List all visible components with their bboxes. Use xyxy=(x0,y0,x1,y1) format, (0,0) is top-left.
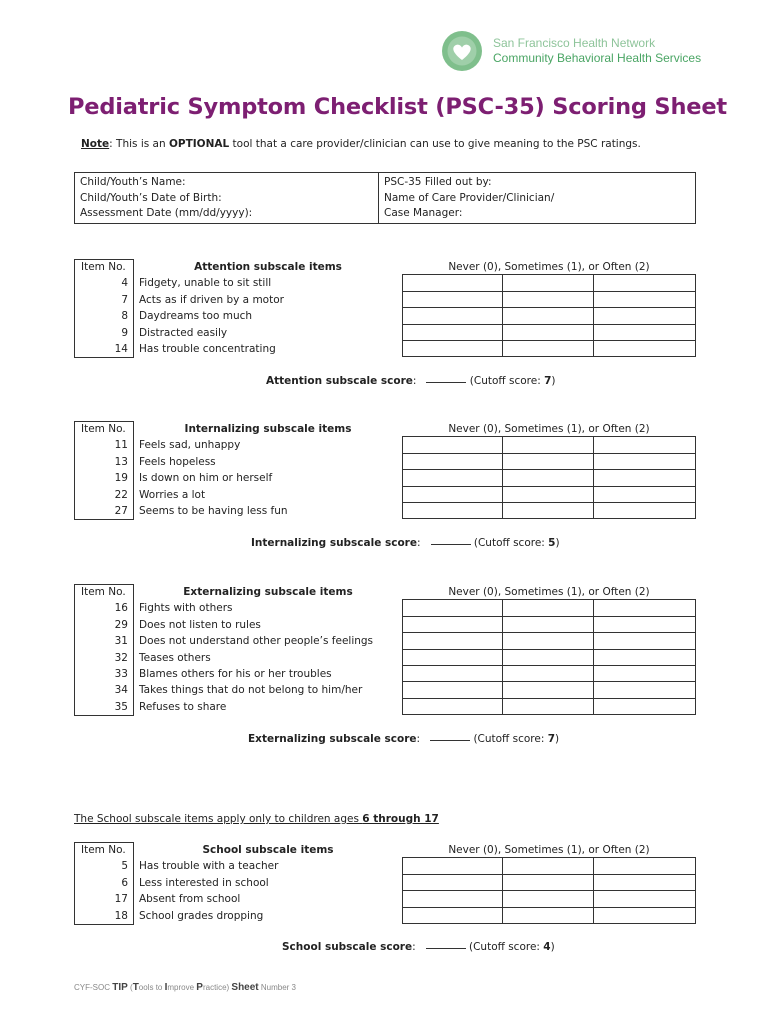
score-blank[interactable] xyxy=(431,544,471,545)
cutoff-prefix: (Cutoff score: xyxy=(473,537,549,549)
attention-section xyxy=(74,259,696,357)
note-text-a: : This is an xyxy=(109,138,169,150)
response-cell-never[interactable] xyxy=(402,487,503,503)
response-cell-sometimes[interactable] xyxy=(503,891,594,907)
item-number: 31 xyxy=(74,633,134,649)
item-number: 5 xyxy=(74,858,134,874)
response-cell-sometimes[interactable] xyxy=(503,275,594,291)
cutoff-prefix: (Cutoff score: xyxy=(473,733,548,745)
response-cell-often[interactable] xyxy=(594,666,696,682)
table-row xyxy=(74,487,696,503)
cutoff-value: 7 xyxy=(547,733,556,745)
cutoff-value: 7 xyxy=(544,375,552,387)
cutoff-suffix: ) xyxy=(555,537,560,549)
cutoff-value: 5 xyxy=(548,537,556,549)
info-box xyxy=(74,172,696,224)
response-cell-sometimes[interactable] xyxy=(503,650,594,666)
response-cell-often[interactable] xyxy=(594,682,696,698)
item-text: School grades dropping xyxy=(139,909,264,922)
response-cell-sometimes[interactable] xyxy=(503,292,594,308)
response-cell-never[interactable] xyxy=(402,699,503,715)
item-text: Blames others for his or her troubles xyxy=(139,667,332,680)
table-row xyxy=(74,325,696,341)
note xyxy=(81,138,641,150)
item-text: Does not listen to rules xyxy=(139,618,261,631)
response-cell-sometimes[interactable] xyxy=(503,325,594,341)
item-number: 11 xyxy=(74,437,134,453)
response-cell-sometimes[interactable] xyxy=(503,454,594,470)
response-cell-sometimes[interactable] xyxy=(503,341,594,357)
footer-a: CYF-SOC xyxy=(74,983,113,992)
response-cell-never[interactable] xyxy=(402,633,503,649)
table-row xyxy=(74,341,696,357)
item-text: Fights with others xyxy=(139,602,233,615)
response-cell-often[interactable] xyxy=(594,308,696,324)
response-cell-never[interactable] xyxy=(402,600,503,616)
child-dob-label: Child/Youth’s Date of Birth: xyxy=(80,191,222,204)
response-cell-never[interactable] xyxy=(402,682,503,698)
response-cell-never[interactable] xyxy=(402,891,503,907)
item-text: Teases others xyxy=(139,651,211,664)
response-cell-sometimes[interactable] xyxy=(503,617,594,633)
table-row xyxy=(74,891,696,907)
item-no-header: Item No. xyxy=(74,421,134,437)
item-text: Feels hopeless xyxy=(139,455,216,468)
response-cell-sometimes[interactable] xyxy=(503,633,594,649)
response-cell-often[interactable] xyxy=(594,292,696,308)
item-number: 35 xyxy=(74,699,134,715)
section-header xyxy=(74,584,696,600)
response-cell-sometimes[interactable] xyxy=(503,600,594,616)
heart-logo-icon xyxy=(441,30,483,72)
response-cell-often[interactable] xyxy=(594,503,696,519)
cutoff-suffix: ) xyxy=(555,733,560,745)
item-number: 33 xyxy=(74,666,134,682)
item-text: Has trouble with a teacher xyxy=(139,860,279,873)
externalizing-score-line: Externalizing subscale score: (Cutoff score: 7) xyxy=(248,733,560,745)
response-cell-often[interactable] xyxy=(594,454,696,470)
score-label: Attention subscale score xyxy=(266,375,413,387)
item-number: 34 xyxy=(74,682,134,698)
item-number: 6 xyxy=(74,875,134,891)
provider-name-label: Name of Care Provider/Clinician/ xyxy=(384,191,555,204)
item-number: 18 xyxy=(74,908,134,924)
footer-c: ools to xyxy=(138,983,165,992)
section-header xyxy=(74,842,696,858)
item-number: 22 xyxy=(74,487,134,503)
response-cell-sometimes[interactable] xyxy=(503,487,594,503)
note-emphasis: OPTIONAL xyxy=(168,138,230,150)
response-cell-sometimes[interactable] xyxy=(503,666,594,682)
response-cell-never[interactable] xyxy=(402,666,503,682)
child-name-label: Child/Youth’s Name: xyxy=(80,176,186,188)
item-no-header: Item No. xyxy=(74,259,134,275)
response-cell-never[interactable] xyxy=(402,325,503,341)
response-cell-sometimes[interactable] xyxy=(503,858,594,874)
item-number: 19 xyxy=(74,470,134,486)
footer-d: mprove xyxy=(167,983,197,992)
response-cell-never[interactable] xyxy=(402,437,503,453)
note-text-b: tool that a care provider/clinician can use to give meaning to the PSC ratings. xyxy=(229,138,641,150)
item-no-header: Item No. xyxy=(74,842,134,858)
page-footer xyxy=(74,982,296,993)
score-blank[interactable] xyxy=(430,740,470,741)
table-row xyxy=(74,275,696,291)
externalizing-section xyxy=(74,584,696,715)
footer-p: P xyxy=(196,982,203,993)
response-cell-never[interactable] xyxy=(402,470,503,486)
response-cell-often[interactable] xyxy=(594,858,696,874)
table-row xyxy=(74,908,696,924)
item-number: 4 xyxy=(74,275,134,291)
item-text: Is down on him or herself xyxy=(139,472,273,485)
score-blank[interactable] xyxy=(426,948,466,949)
section-title: School subscale items xyxy=(202,844,334,856)
item-number: 9 xyxy=(74,325,134,341)
response-cell-never[interactable] xyxy=(402,908,503,924)
assessment-date-label: Assessment Date (mm/dd/yyyy): xyxy=(80,207,253,219)
response-cell-sometimes[interactable] xyxy=(503,875,594,891)
response-cell-sometimes[interactable] xyxy=(503,308,594,324)
response-cell-often[interactable] xyxy=(594,600,696,616)
footer-tip: TIP xyxy=(112,982,128,993)
internalizing-section xyxy=(74,421,696,519)
item-no-header: Item No. xyxy=(74,584,134,600)
item-text: Worries a lot xyxy=(139,488,206,501)
response-cell-often[interactable] xyxy=(594,633,696,649)
page-title: Pediatric Symptom Checklist (PSC-35) Scoring Sheet xyxy=(68,94,727,120)
item-text: Less interested in school xyxy=(139,876,269,889)
item-text: Fidgety, unable to sit still xyxy=(139,277,272,290)
response-cell-never[interactable] xyxy=(402,617,503,633)
response-cell-never[interactable] xyxy=(402,875,503,891)
table-row xyxy=(74,600,696,616)
response-cell-sometimes[interactable] xyxy=(503,682,594,698)
response-cell-often[interactable] xyxy=(594,470,696,486)
school-note-ages: 6 through 17 xyxy=(362,813,439,825)
footer-e: ractice) xyxy=(202,983,232,992)
response-cell-often[interactable] xyxy=(594,891,696,907)
cutoff-suffix: ) xyxy=(550,941,555,953)
response-cell-never[interactable] xyxy=(402,858,503,874)
table-row xyxy=(74,437,696,453)
response-cell-often[interactable] xyxy=(594,325,696,341)
response-cell-sometimes[interactable] xyxy=(503,470,594,486)
item-number: 13 xyxy=(74,454,134,470)
response-cell-never[interactable] xyxy=(402,650,503,666)
item-text: Absent from school xyxy=(139,893,241,906)
table-row xyxy=(74,503,696,519)
response-cell-often[interactable] xyxy=(594,617,696,633)
school-age-note xyxy=(74,813,439,825)
response-cell-often[interactable] xyxy=(594,650,696,666)
response-cell-sometimes[interactable] xyxy=(503,503,594,519)
table-row xyxy=(74,875,696,891)
item-text: Takes things that do not belong to him/her xyxy=(139,684,363,697)
response-cell-never[interactable] xyxy=(402,454,503,470)
section-header xyxy=(74,259,696,275)
score-blank[interactable] xyxy=(426,382,466,383)
table-row xyxy=(74,308,696,324)
section-title: Internalizing subscale items xyxy=(184,423,352,435)
response-cell-often[interactable] xyxy=(594,275,696,291)
item-number: 8 xyxy=(74,308,134,324)
table-row xyxy=(74,292,696,308)
item-text: Refuses to share xyxy=(139,700,227,713)
item-text: Acts as if driven by a motor xyxy=(139,293,284,306)
item-number: 32 xyxy=(74,650,134,666)
response-header: Never (0), Sometimes (1), or Often (2) xyxy=(402,421,696,437)
table-row xyxy=(74,454,696,470)
response-cell-never[interactable] xyxy=(402,308,503,324)
cutoff-value: 4 xyxy=(543,941,551,953)
item-text: Seems to be having less fun xyxy=(139,504,288,517)
response-cell-never[interactable] xyxy=(402,292,503,308)
score-label: Externalizing subscale score xyxy=(248,733,417,745)
item-number: 16 xyxy=(74,600,134,616)
case-manager-label: Case Manager: xyxy=(384,207,463,219)
item-number: 29 xyxy=(74,617,134,633)
item-text: Distracted easily xyxy=(139,326,228,339)
table-row xyxy=(74,858,696,874)
item-text: Daydreams too much xyxy=(139,310,253,323)
response-header: Never (0), Sometimes (1), or Often (2) xyxy=(402,842,696,858)
score-label: School subscale score xyxy=(282,941,413,953)
response-header: Never (0), Sometimes (1), or Often (2) xyxy=(402,259,696,275)
response-header: Never (0), Sometimes (1), or Often (2) xyxy=(402,584,696,600)
info-child-column xyxy=(75,173,379,223)
response-cell-never[interactable] xyxy=(402,503,503,519)
footer-i: I xyxy=(164,982,168,993)
internalizing-score-line: Internalizing subscale score: (Cutoff score: 5) xyxy=(251,537,560,549)
logo-line-services: Community Behavioral Health Services xyxy=(493,51,702,65)
item-number: 17 xyxy=(74,891,134,907)
response-cell-never[interactable] xyxy=(402,275,503,291)
item-number: 7 xyxy=(74,292,134,308)
section-title: Attention subscale items xyxy=(194,261,342,273)
item-text: Does not understand other people’s feelings xyxy=(139,635,374,648)
item-number: 14 xyxy=(74,341,134,357)
school-section xyxy=(74,842,696,924)
info-provider-column xyxy=(379,173,559,223)
response-cell-often[interactable] xyxy=(594,341,696,357)
table-row xyxy=(74,617,696,633)
note-label: Note xyxy=(81,138,110,150)
response-cell-sometimes[interactable] xyxy=(503,908,594,924)
attention-score-line: Attention subscale score: (Cutoff score: 7) xyxy=(266,375,556,387)
section-header xyxy=(74,421,696,437)
table-row xyxy=(74,682,696,698)
table-row xyxy=(74,633,696,649)
cutoff-suffix: ) xyxy=(551,375,556,387)
table-row xyxy=(74,699,696,715)
school-score-line: School subscale score: (Cutoff score: 4) xyxy=(282,941,555,953)
footer-sheet: Sheet xyxy=(231,982,259,993)
filled-by-label: PSC-35 Filled out by: xyxy=(384,176,492,188)
footer-t: T xyxy=(132,982,139,993)
response-cell-sometimes[interactable] xyxy=(503,437,594,453)
response-cell-often[interactable] xyxy=(594,699,696,715)
response-cell-often[interactable] xyxy=(594,875,696,891)
table-row xyxy=(74,470,696,486)
item-text: Has trouble concentrating xyxy=(139,342,276,355)
table-row xyxy=(74,666,696,682)
footer-b: ( xyxy=(127,983,133,992)
footer-f: Number 3 xyxy=(258,983,296,992)
cutoff-prefix: (Cutoff score: xyxy=(469,941,544,953)
score-label: Internalizing subscale score xyxy=(251,537,417,549)
response-cell-often[interactable] xyxy=(594,487,696,503)
table-row xyxy=(74,650,696,666)
item-number: 27 xyxy=(74,503,134,519)
organization-logo xyxy=(441,29,701,73)
logo-line-network: San Francisco Health Network xyxy=(493,36,656,50)
response-cell-often[interactable] xyxy=(594,908,696,924)
response-cell-never[interactable] xyxy=(402,341,503,357)
cutoff-prefix: (Cutoff score: xyxy=(469,375,545,387)
response-cell-often[interactable] xyxy=(594,437,696,453)
item-text: Feels sad, unhappy xyxy=(139,439,241,452)
school-note-text: The School subscale items apply only to children ages xyxy=(74,813,363,825)
response-cell-sometimes[interactable] xyxy=(503,699,594,715)
section-title: Externalizing subscale items xyxy=(183,586,353,598)
